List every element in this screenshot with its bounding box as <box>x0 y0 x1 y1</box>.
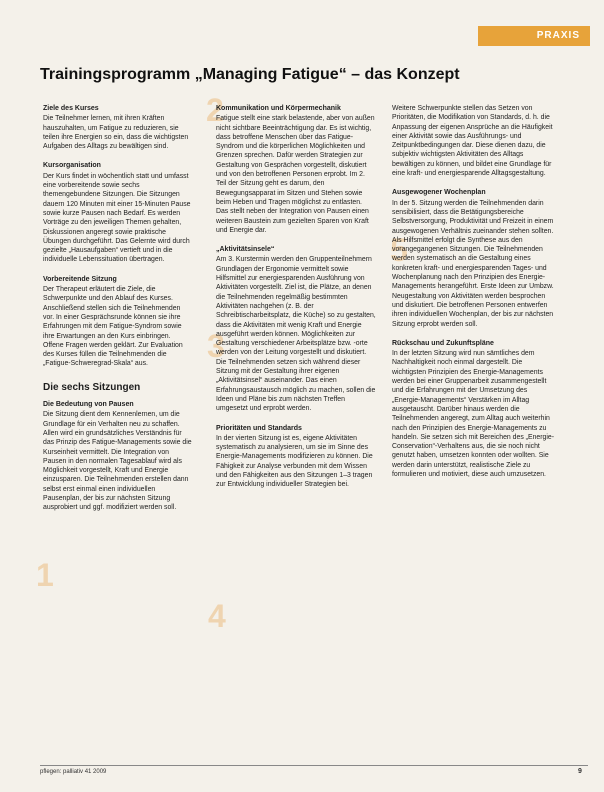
text-prioritaeten: In der vierten Sitzung ist es, eigene Aktivitäten systematisch zu analysieren, um sie im Sinne des Energie-Managements modifizieren zu können. Die Fähigkeit zur Analyse verbunden mit dem Wissen und den Fähigkeiten aus den Sitzungen 1–3 tragen zur Entwicklung individueller Strategien bei. <box>216 434 373 489</box>
heading-wochenplan: Ausgewogener Wochenplan <box>392 189 486 197</box>
column-3 <box>392 104 556 479</box>
heading-kursorganisation: Kursorganisation <box>43 162 101 170</box>
heading-prioritaeten: Prioritäten und Standards <box>216 424 302 432</box>
heading-aktivitaetsinsel: „Aktivitätsinsele“ <box>216 246 275 254</box>
heading-pausen: Die Bedeutung von Pausen <box>43 401 134 409</box>
heading-vorbereitende-sitzung: Vorbereitende Sitzung <box>43 275 117 283</box>
text-wochenplan: In der 5. Sitzung werden die Teilnehmenden darin sensibilisiert, dass die Betätigungsbereiche Selbstversorgung, Produktivität und Freizeit in einem ausgewogenen Verhältnis zueinander stehen sollten. Als Hilfsmittel erfolgt die Synthese aus den vorangegangenen Sitzungen. Die Teilnehmenden werden systematisch an die Gestaltung eines konkreten kraft- und energiesparenden Tages- und Wochenplanung nach den Prinzipien des Energie-Managements herangeführt. Erste Ideen zur Umbzw. Neugestaltung von Aktivitäten werden besprochen und diskutiert. Die betroffenen Personen entwerfen ihren individuellen Wochenplan, der bis zur nächsten Sitzung erprobt werden soll. <box>392 199 554 328</box>
heading-ziele: Ziele des Kurses <box>43 105 99 112</box>
session-number-1: 1 <box>36 557 54 593</box>
column-1 <box>43 104 193 513</box>
session-number-5: 5 <box>390 232 408 268</box>
heading-kommunikation: Kommunikation und Körpermechanik <box>216 105 341 112</box>
text-ziele: Die Teilnehmer lernen, mit ihren Kräften hauszuhalten, um Fatigue zu reduzieren, sie teilen ihre Energien so ein, dass die wichtigsten Aufgaben des Alltags zu bewältigen sind. <box>43 115 189 151</box>
section-tab: PRAXIS <box>478 26 590 46</box>
footer-divider <box>40 765 588 766</box>
session-number-2: 2 <box>206 92 224 128</box>
page-title: Trainingsprogramm „Managing Fatigue“ – das Konzept <box>40 66 460 83</box>
text-kommunikation: Fatigue stellt eine stark belastende, aber von außen nicht sichtbare Beeinträchtigung dar. Es ist wichtig, dass betroffene Menschen über das Fatigue-Syndrom und die körperlichen Möglichkeiten und Grenzen sprechen. Dafür werden Strategien zur Gestaltung von Gesprächen vorgestellt, diskutiert und von den betroffenen Personen erprobt. Im 2. Teil der Sitzung geht es darum, den Bewegungsapparat im Sitzen und Stehen sowie beim Heben und Tragen möglichst zu entlasten. Das stellt neben der Integration von Pausen einen weiteren Baustein zum gezielten Sparen von Kraft und Energie dar. <box>216 115 375 234</box>
footer-journal: pflegen: palliativ 41 2009 <box>40 769 107 775</box>
text-pausen: Die Sitzung dient dem Kennenlernen, um die Grundlage für ein Verhalten neu zu schaffen. Allen wird ein grundsätzliches Verständnis für das Prinzip des Fatigue-Managements sowie die Kurseinheit vermittelt. Die Integration von Pausen in den normalen Tagesablauf wird als Möglichkeit vorgestellt, Kraft und Energie einzusparen. Die Teilnehmenden erstellen dann selbst erst einmal einen individuellen Pausenplan, der bis zur nächsten Sitzung ausprobiert und ggf. modifiziert werden soll. <box>43 411 192 512</box>
heading-sechs-sitzungen: Die sechs Sitzungen <box>43 381 141 393</box>
session-number-3: 3 <box>207 328 225 364</box>
text-aktivitaetsinsel: Am 3. Kurstermin werden den Gruppenteilnehmern Grundlagen der Ergonomie vermittelt sowie Hilfsmittel zur energiesparenden Ausführung von Aktivitäten vorgestellt. Ziel ist, die Plätze, an denen die Teilnehmenden regelmäßig bestimmten Aktivitäten nachgehen (z. B. der Schreibtischarbeitsplatz, die Küche) so zu gestalten, dass die Aktivitäten mit wenig Kraft und Energie ausgeführt werden können. Möglichkeiten zur Gestaltung verschiedener Arbeitsplätze bzw. -orte werden von der Leitung vorgestellt und diskutiert. Die Teilnehmenden setzen sich während dieser Sitzung mit der Gestaltung ihrer eigenen „Aktivitätsinsel“ auseinander. Das einen Erfahrungsaustausch möglich zu machen, sollen die Ideen und Pläne bis zum nächsten Treffen umgesetzt und erprobt werden. <box>216 256 376 413</box>
page-number: 9 <box>578 768 582 775</box>
session-number-4: 4 <box>208 598 226 634</box>
heading-rueckschau: Rückschau und Zukunftspläne <box>392 339 494 347</box>
column-2 <box>216 104 376 490</box>
text-weitere-schwerpunkte: Weitere Schwerpunkte stellen das Setzen von Prioritäten, die Modifikation von Standards, d. h. die Anpassung der eigenen Ansprüche an die Häufigkeit einer Aktivität sowie das Ausführungs- und Zeitpunktbedingungen dar. Diese dienen dazu, die subjektiv wichtigsten Aktivitäten des Alltags bewältigen zu können, und bildet eine Grundlage für eine kraft- und energiesparende Alltagsgestaltung. <box>392 105 553 178</box>
text-rueckschau: In der letzten Sitzung wird nun sämtliches dem Nachhaltigkeit noch einmal dargestellt. Die wichtigsten Prinzipien des Energie-Managements werden bei einer Gruppenarbeit zusammengestellt und die Erfahrungen mit der Umsetzung des „Energie-Managements“ Verstärken im Alltag ausgetauscht. Darüber hinaus werden die Teilnehmenden angeregt, zum Alltag auch weiterhin nach den Prinzipien des Energie-Managements zu handeln. Sie setzen sich mit Bereichen des „Energie-Conservation“-Verhaltens aus, die sie noch nicht genutzt haben, umsetzen konnten oder wollten. Sie werden darin unterstützt, realistische Ziele zu formulieren und motiviert, diese auch umzusetzen. <box>392 350 555 478</box>
text-vorbereitende-sitzung: Der Therapeut erläutert die Ziele, die Schwerpunkte und den Ablauf des Kurses. Anschließend stellen sich die Teilnehmenden vor. In einer Gesprächsrunde können sie ihre Erfahrungen mit dem Fatigue-Syndrom sowie ihre Erwartungen an den Kurs einbringen. Offene Fragen werden geklärt. Zur Evaluation des Kurses füllen die Teilnehmenden die „Fatigue-Schweregrad-Skala“ aus. <box>43 286 183 368</box>
text-kursorganisation: Der Kurs findet in wöchentlich statt und umfasst eine vorbereitende sowie sechs themengebundene Sitzungen. Die Sitzungen dauern 120 Minuten mit einer 15-Minuten Pause sowie kurze Pausen nach Bedarf. Es werden Vorträge zu den jeweiligen Themen gehalten, Diskussionen angeregt sowie praktische Übungen durchgeführt. Das Gelernte wird durch gezielte „Hausaufgaben“ vertieft und in die individuelle Lebenssituation übertragen. <box>43 172 191 264</box>
